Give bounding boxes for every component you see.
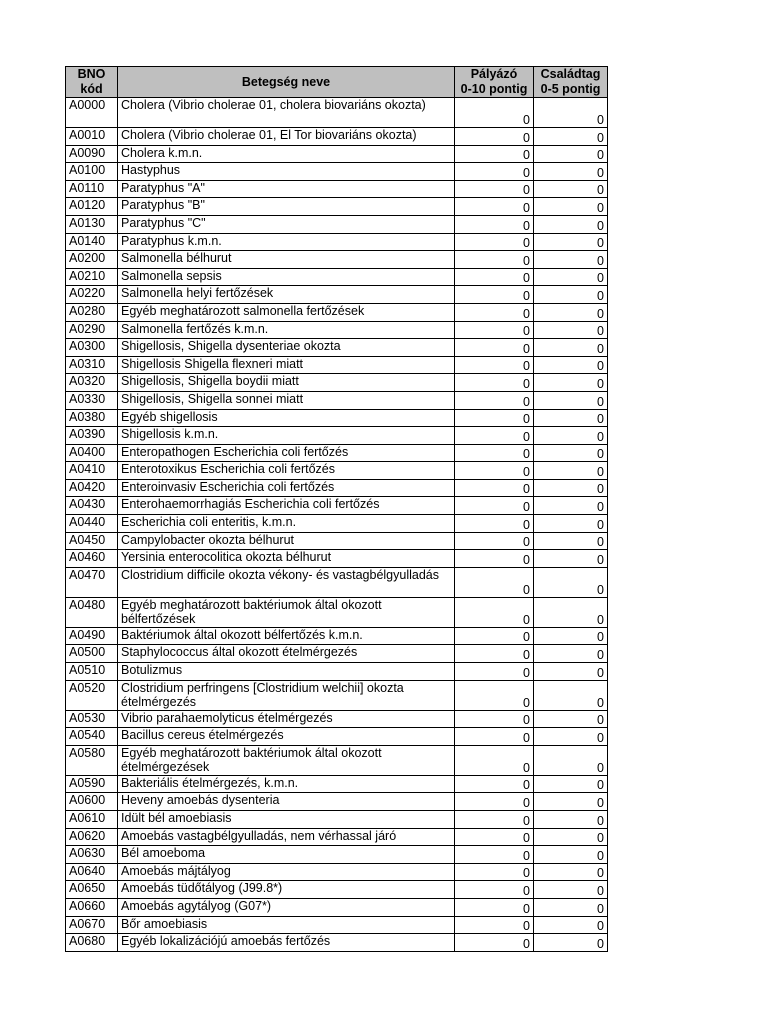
table-row [66, 427, 608, 445]
disease-name-cell: Clostridium perfringens [Clostridium welchii] okozta ételmérgezés [118, 680, 455, 710]
code-cell: A0510 [66, 663, 118, 681]
family-score-cell: 0 [534, 846, 608, 864]
applicant-score-cell: 0 [455, 251, 534, 269]
family-score-cell: 0 [534, 321, 608, 339]
disease-name-cell: Salmonella bélhurut [118, 251, 455, 269]
disease-name-cell: Yersinia enterocolitica okozta bélhurut [118, 550, 455, 568]
applicant-score-cell: 0 [455, 710, 534, 728]
header-name [118, 67, 455, 98]
code-cell: A0390 [66, 427, 118, 445]
table-body [66, 98, 608, 952]
disease-name-cell: Shigellosis Shigella flexneri miatt [118, 356, 455, 374]
applicant-score-cell: 0 [455, 515, 534, 533]
family-score-cell: 0 [534, 710, 608, 728]
table-row [66, 321, 608, 339]
disease-name-cell: Bacillus cereus ételmérgezés [118, 728, 455, 746]
applicant-score-cell: 0 [455, 916, 534, 934]
family-score-cell: 0 [534, 934, 608, 952]
table-row [66, 339, 608, 357]
family-score-cell: 0 [534, 251, 608, 269]
applicant-score-cell: 0 [455, 881, 534, 899]
applicant-score-cell: 0 [455, 391, 534, 409]
applicant-score-cell: 0 [455, 409, 534, 427]
disease-name-cell: Egyéb meghatározott baktériumok által okozott bélfertőzések [118, 597, 455, 627]
code-cell: A0220 [66, 286, 118, 304]
applicant-score-cell: 0 [455, 233, 534, 251]
applicant-score-cell: 0 [455, 663, 534, 681]
applicant-score-cell: 0 [455, 898, 534, 916]
applicant-score-cell: 0 [455, 303, 534, 321]
disease-name-cell: Shigellosis, Shigella boydii miatt [118, 374, 455, 392]
disease-name-cell: Paratyphus "B" [118, 198, 455, 216]
code-cell: A0480 [66, 597, 118, 627]
disease-name-cell: Amoebás vastagbélgyulladás, nem vérhassal járó [118, 828, 455, 846]
table-row [66, 497, 608, 515]
disease-table [65, 66, 608, 952]
disease-name-cell: Hastyphus [118, 163, 455, 181]
header-row [66, 67, 608, 98]
family-score-cell: 0 [534, 775, 608, 793]
table-row [66, 462, 608, 480]
disease-name-cell: Salmonella helyi fertőzések [118, 286, 455, 304]
code-cell: A0290 [66, 321, 118, 339]
code-cell: A0670 [66, 916, 118, 934]
applicant-score-cell: 0 [455, 444, 534, 462]
family-score-cell: 0 [534, 916, 608, 934]
applicant-score-cell: 0 [455, 793, 534, 811]
code-cell: A0660 [66, 898, 118, 916]
code-cell: A0400 [66, 444, 118, 462]
table-row [66, 793, 608, 811]
family-score-cell: 0 [534, 550, 608, 568]
code-cell: A0530 [66, 710, 118, 728]
family-score-cell: 0 [534, 409, 608, 427]
family-score-cell: 0 [534, 745, 608, 775]
applicant-score-cell: 0 [455, 497, 534, 515]
table-row [66, 898, 608, 916]
applicant-score-cell: 0 [455, 339, 534, 357]
table-row [66, 98, 608, 128]
family-score-cell: 0 [534, 286, 608, 304]
code-cell: A0600 [66, 793, 118, 811]
table-row [66, 303, 608, 321]
code-cell: A0090 [66, 145, 118, 163]
disease-name-cell: Amoebás májtályog [118, 863, 455, 881]
disease-name-cell: Staphylococcus által okozott ételmérgezés [118, 645, 455, 663]
code-cell: A0380 [66, 409, 118, 427]
applicant-score-cell: 0 [455, 462, 534, 480]
applicant-score-cell: 0 [455, 286, 534, 304]
family-score-cell: 0 [534, 828, 608, 846]
table-row [66, 268, 608, 286]
family-score-cell: 0 [534, 863, 608, 881]
disease-name-cell: Bél amoeboma [118, 846, 455, 864]
disease-name-cell: Paratyphus "C" [118, 215, 455, 233]
table-row [66, 356, 608, 374]
code-cell: A0320 [66, 374, 118, 392]
code-cell: A0490 [66, 627, 118, 645]
disease-name-cell: Cholera (Vibrio cholerae 01, El Tor biovariáns okozta) [118, 128, 455, 146]
code-cell: A0430 [66, 497, 118, 515]
header-code [66, 67, 118, 98]
disease-name-cell: Egyéb meghatározott salmonella fertőzések [118, 303, 455, 321]
table-row [66, 251, 608, 269]
table-row [66, 775, 608, 793]
code-cell: A0100 [66, 163, 118, 181]
family-score-cell: 0 [534, 215, 608, 233]
disease-name-cell: Egyéb lokalizációjú amoebás fertőzés [118, 934, 455, 952]
code-cell: A0630 [66, 846, 118, 864]
table-row [66, 550, 608, 568]
table-row [66, 128, 608, 146]
family-score-cell: 0 [534, 427, 608, 445]
table-row [66, 745, 608, 775]
applicant-score-cell: 0 [455, 627, 534, 645]
code-cell: A0120 [66, 198, 118, 216]
table-row [66, 645, 608, 663]
applicant-score-cell: 0 [455, 863, 534, 881]
code-cell: A0650 [66, 881, 118, 899]
family-score-cell: 0 [534, 233, 608, 251]
family-score-cell: 0 [534, 339, 608, 357]
table-row [66, 163, 608, 181]
applicant-score-cell: 0 [455, 550, 534, 568]
table-row [66, 444, 608, 462]
family-score-cell: 0 [534, 145, 608, 163]
table-row [66, 145, 608, 163]
applicant-score-cell: 0 [455, 680, 534, 710]
family-score-cell: 0 [534, 391, 608, 409]
family-score-cell: 0 [534, 793, 608, 811]
applicant-score-cell: 0 [455, 828, 534, 846]
family-score-cell: 0 [534, 728, 608, 746]
applicant-score-cell: 0 [455, 128, 534, 146]
family-score-cell: 0 [534, 567, 608, 597]
disease-name-cell: Salmonella sepsis [118, 268, 455, 286]
code-cell: A0410 [66, 462, 118, 480]
family-score-cell: 0 [534, 198, 608, 216]
code-cell: A0440 [66, 515, 118, 533]
disease-name-cell: Enteropathogen Escherichia coli fertőzés [118, 444, 455, 462]
table-row [66, 567, 608, 597]
table-row [66, 532, 608, 550]
applicant-score-cell: 0 [455, 811, 534, 829]
disease-name-cell: Shigellosis, Shigella dysenteriae okozta [118, 339, 455, 357]
disease-name-cell: Heveny amoebás dysenteria [118, 793, 455, 811]
applicant-score-cell: 0 [455, 775, 534, 793]
family-score-cell: 0 [534, 811, 608, 829]
table-row [66, 934, 608, 952]
header-applicant [455, 67, 534, 98]
applicant-score-cell: 0 [455, 745, 534, 775]
disease-name-cell: Idült bél amoebiasis [118, 811, 455, 829]
table-row [66, 863, 608, 881]
table-row [66, 916, 608, 934]
header-family [534, 67, 608, 98]
table-row [66, 811, 608, 829]
applicant-score-cell: 0 [455, 846, 534, 864]
disease-name-cell: Escherichia coli enteritis, k.m.n. [118, 515, 455, 533]
table-row [66, 846, 608, 864]
family-score-cell: 0 [534, 444, 608, 462]
code-cell: A0140 [66, 233, 118, 251]
disease-name-cell: Botulizmus [118, 663, 455, 681]
disease-name-cell: Clostridium difficile okozta vékony- és vastagbélgyulladás [118, 567, 455, 597]
code-cell: A0000 [66, 98, 118, 128]
code-cell: A0580 [66, 745, 118, 775]
header-applicant-text: Pályázó 0-10 pontig [460, 67, 528, 96]
family-score-cell: 0 [534, 881, 608, 899]
applicant-score-cell: 0 [455, 567, 534, 597]
code-cell: A0460 [66, 550, 118, 568]
table-row [66, 710, 608, 728]
family-score-cell: 0 [534, 268, 608, 286]
code-cell: A0330 [66, 391, 118, 409]
code-cell: A0640 [66, 863, 118, 881]
disease-name-cell: Baktériumok által okozott bélfertőzés k.m.n. [118, 627, 455, 645]
code-cell: A0280 [66, 303, 118, 321]
disease-name-cell: Egyéb shigellosis [118, 409, 455, 427]
code-cell: A0300 [66, 339, 118, 357]
applicant-score-cell: 0 [455, 532, 534, 550]
disease-name-cell: Amoebás agytályog (G07*) [118, 898, 455, 916]
table-row [66, 728, 608, 746]
code-cell: A0500 [66, 645, 118, 663]
applicant-score-cell: 0 [455, 198, 534, 216]
code-cell: A0590 [66, 775, 118, 793]
applicant-score-cell: 0 [455, 374, 534, 392]
disease-name-cell: Paratyphus k.m.n. [118, 233, 455, 251]
table-row [66, 479, 608, 497]
family-score-cell: 0 [534, 180, 608, 198]
table-row [66, 215, 608, 233]
family-score-cell: 0 [534, 303, 608, 321]
applicant-score-cell: 0 [455, 215, 534, 233]
code-cell: A0680 [66, 934, 118, 952]
table-row [66, 680, 608, 710]
family-score-cell: 0 [534, 532, 608, 550]
family-score-cell: 0 [534, 479, 608, 497]
applicant-score-cell: 0 [455, 98, 534, 128]
family-score-cell: 0 [534, 356, 608, 374]
disease-name-cell: Vibrio parahaemolyticus ételmérgezés [118, 710, 455, 728]
code-cell: A0310 [66, 356, 118, 374]
code-cell: A0610 [66, 811, 118, 829]
applicant-score-cell: 0 [455, 479, 534, 497]
table-row [66, 663, 608, 681]
disease-name-cell: Cholera k.m.n. [118, 145, 455, 163]
family-score-cell: 0 [534, 128, 608, 146]
table-row [66, 515, 608, 533]
family-score-cell: 0 [534, 663, 608, 681]
applicant-score-cell: 0 [455, 321, 534, 339]
family-score-cell: 0 [534, 627, 608, 645]
disease-name-cell: Bőr amoebiasis [118, 916, 455, 934]
family-score-cell: 0 [534, 515, 608, 533]
applicant-score-cell: 0 [455, 163, 534, 181]
table-row [66, 881, 608, 899]
disease-name-cell: Cholera (Vibrio cholerae 01, cholera biovariáns okozta) [118, 98, 455, 128]
applicant-score-cell: 0 [455, 145, 534, 163]
code-cell: A0470 [66, 567, 118, 597]
disease-name-cell: Campylobacter okozta bélhurut [118, 532, 455, 550]
header-code-text: BNO kód [77, 67, 106, 96]
applicant-score-cell: 0 [455, 728, 534, 746]
code-cell: A0110 [66, 180, 118, 198]
code-cell: A0620 [66, 828, 118, 846]
family-score-cell: 0 [534, 680, 608, 710]
applicant-score-cell: 0 [455, 645, 534, 663]
table-row [66, 409, 608, 427]
header-family-text: Családtag 0-5 pontig [540, 67, 601, 96]
family-score-cell: 0 [534, 163, 608, 181]
table-row [66, 391, 608, 409]
disease-name-cell: Enterohaemorrhagiás Escherichia coli fertőzés [118, 497, 455, 515]
code-cell: A0450 [66, 532, 118, 550]
disease-name-cell: Shigellosis k.m.n. [118, 427, 455, 445]
family-score-cell: 0 [534, 898, 608, 916]
table-row [66, 828, 608, 846]
applicant-score-cell: 0 [455, 934, 534, 952]
disease-name-cell: Enteroinvasiv Escherichia coli fertőzés [118, 479, 455, 497]
family-score-cell: 0 [534, 374, 608, 392]
table-row [66, 233, 608, 251]
disease-name-cell: Amoebás tüdőtályog (J99.8*) [118, 881, 455, 899]
applicant-score-cell: 0 [455, 356, 534, 374]
family-score-cell: 0 [534, 497, 608, 515]
table-row [66, 198, 608, 216]
code-cell: A0210 [66, 268, 118, 286]
table-row [66, 374, 608, 392]
family-score-cell: 0 [534, 645, 608, 663]
table-row [66, 286, 608, 304]
code-cell: A0010 [66, 128, 118, 146]
disease-name-cell: Enterotoxikus Escherichia coli fertőzés [118, 462, 455, 480]
applicant-score-cell: 0 [455, 427, 534, 445]
disease-name-cell: Bakteriális ételmérgezés, k.m.n. [118, 775, 455, 793]
table-row [66, 180, 608, 198]
disease-name-cell: Shigellosis, Shigella sonnei miatt [118, 391, 455, 409]
applicant-score-cell: 0 [455, 268, 534, 286]
table-row [66, 597, 608, 627]
applicant-score-cell: 0 [455, 597, 534, 627]
applicant-score-cell: 0 [455, 180, 534, 198]
disease-name-cell: Paratyphus "A" [118, 180, 455, 198]
family-score-cell: 0 [534, 597, 608, 627]
family-score-cell: 0 [534, 462, 608, 480]
disease-name-cell: Salmonella fertőzés k.m.n. [118, 321, 455, 339]
family-score-cell: 0 [534, 98, 608, 128]
code-cell: A0130 [66, 215, 118, 233]
table-row [66, 627, 608, 645]
code-cell: A0520 [66, 680, 118, 710]
code-cell: A0540 [66, 728, 118, 746]
header-name-text: Betegség neve [241, 74, 331, 89]
code-cell: A0200 [66, 251, 118, 269]
disease-name-cell: Egyéb meghatározott baktériumok által okozott ételmérgezések [118, 745, 455, 775]
code-cell: A0420 [66, 479, 118, 497]
